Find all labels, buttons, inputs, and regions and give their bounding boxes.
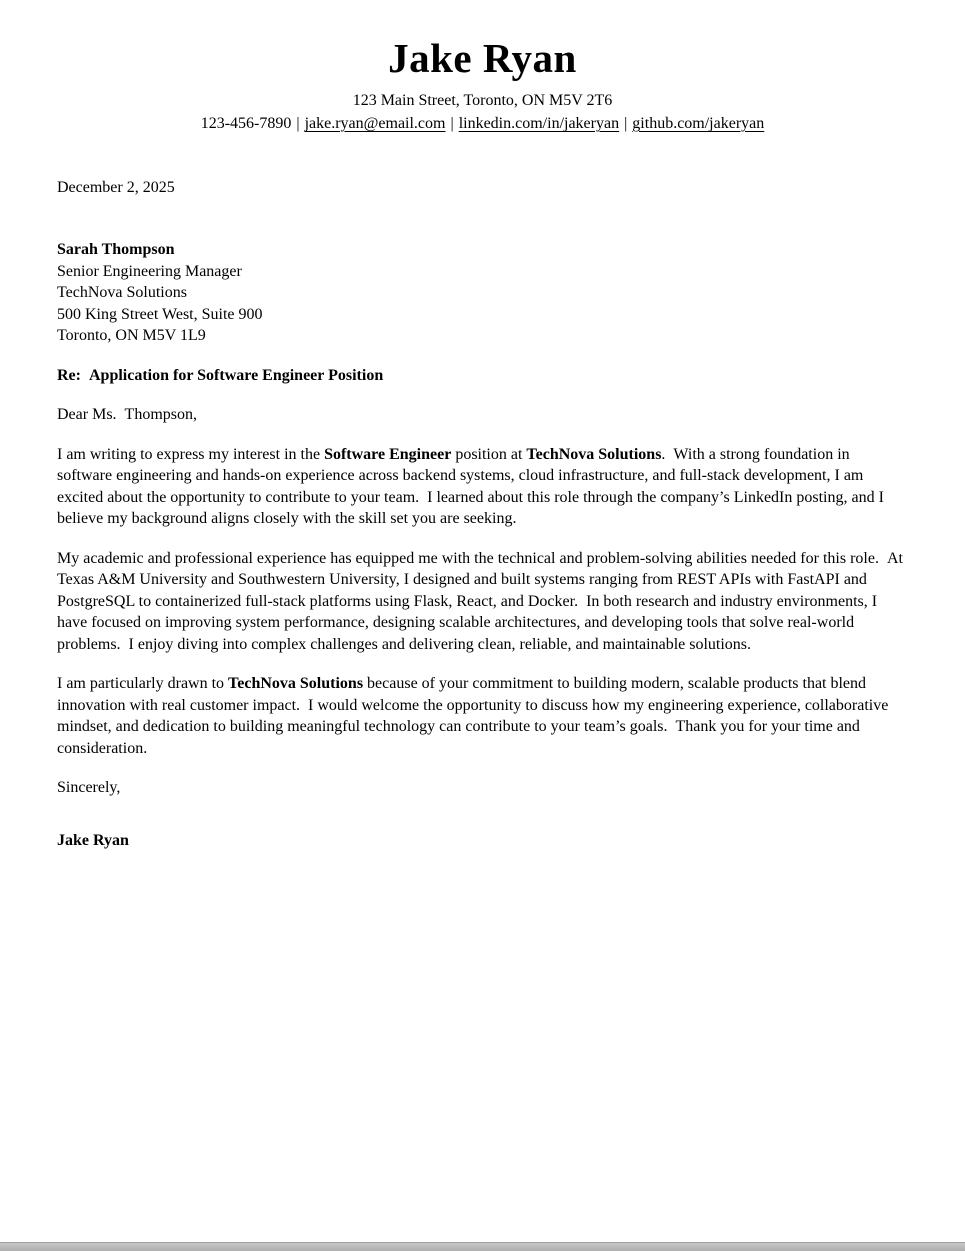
text-segment: I am particularly drawn to xyxy=(57,675,229,693)
github-link[interactable]: github.com/jakeryan xyxy=(632,114,765,132)
linkedin-link[interactable]: linkedin.com/in/jakeryan xyxy=(458,114,620,132)
closing: Sincerely, xyxy=(57,779,121,797)
bold-text-segment: TechNova Solutions xyxy=(526,445,662,463)
text-segment: position at xyxy=(451,445,527,463)
salutation: Dear Ms. Thompson, xyxy=(57,406,197,424)
separator: | xyxy=(624,114,628,132)
signature-name: Jake Ryan xyxy=(57,831,129,849)
body-paragraph-1 xyxy=(57,444,908,530)
bold-text-segment: Software Engineer xyxy=(324,445,452,463)
text-segment: I am writing to express my interest in the xyxy=(57,445,325,463)
recipient-title: Senior Engineering Manager xyxy=(57,262,242,280)
separator: | xyxy=(296,114,300,132)
recipient-address-line2: Toronto, ON M5V 1L9 xyxy=(57,327,206,345)
separator: | xyxy=(450,114,454,132)
email-link[interactable]: jake.ryan@email.com xyxy=(304,114,446,132)
recipient-address-line1: 500 King Street West, Suite 900 xyxy=(57,305,263,323)
letterhead-name: Jake Ryan xyxy=(388,35,577,81)
bold-text-segment: TechNova Solutions xyxy=(228,675,364,693)
phone-number: 123-456-7890 xyxy=(200,114,292,132)
page-bottom-edge xyxy=(0,1242,965,1251)
recipient-block xyxy=(57,239,908,347)
letterhead-contact-line xyxy=(57,112,908,135)
body-paragraph-3 xyxy=(57,673,908,759)
letterhead xyxy=(57,36,908,135)
recipient-name: Sarah Thompson xyxy=(57,241,175,259)
text-segment: . With a strong foundation in software engineering and hands-on experience across backend systems, cloud infrastructure, and full-stack development, I am excited about the opportunity to contribute to your team. I learned about this role through the company’s LinkedIn posting, and I believe my background aligns closely with the skill set you are seeking. xyxy=(57,445,884,528)
recipient-company: TechNova Solutions xyxy=(57,284,187,302)
text-segment: My academic and professional experience has equipped me with the technical and problem-solving abilities needed for this role. At Texas A&M University and Southwestern University, I designed and built systems ranging from REST APIs with FastAPI and PostgreSQL to containerized full-stack platforms using Flask, React, and Docker. In both research and industry environments, I have focused on improving system performance, designing scalable architectures, and developing tools that solve real-world problems. I enjoy diving into complex challenges and delivering clean, reliable, and maintainable solutions. xyxy=(57,549,903,653)
subject-line: Re: Application for Software Engineer Position xyxy=(57,366,384,384)
text-segment: because of your commitment to building modern, scalable products that blend innovation with real customer impact. I would welcome the opportunity to discuss how my engineering experience, collaborative mindset, and dedication to building meaningful technology can contribute to your team’s goals. Thank you for your time and consideration. xyxy=(57,675,889,757)
letter-date: December 2, 2025 xyxy=(57,178,175,196)
letterhead-address: 123 Main Street, Toronto, ON M5V 2T6 xyxy=(352,91,613,109)
body-paragraph-2 xyxy=(57,548,908,656)
